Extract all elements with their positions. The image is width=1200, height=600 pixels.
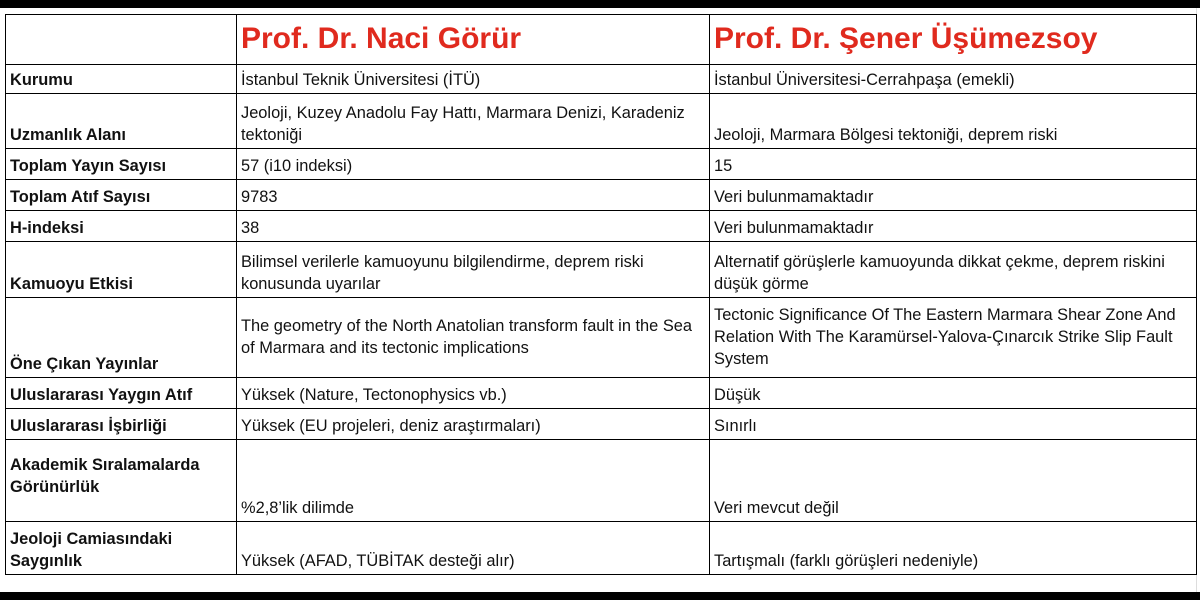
- cell-naci-gorur[interactable]: 9783: [237, 180, 710, 211]
- row-label[interactable]: H-indeksi: [6, 211, 237, 242]
- table-row: [6, 149, 1197, 180]
- header-row: [6, 15, 1197, 65]
- cell-sener-usumezsoy[interactable]: Tectonic Significance Of The Eastern Marmara Shear Zone And Relation With The Karamürsel-Yalova-Çınarcık Strike Slip Fault System: [710, 298, 1197, 378]
- cell-naci-gorur[interactable]: Jeoloji, Kuzey Anadolu Fay Hattı, Marmara Denizi, Karadeniz tektoniği: [237, 94, 710, 149]
- table-row: [6, 180, 1197, 211]
- cell-naci-gorur[interactable]: Yüksek (EU projeleri, deniz araştırmaları): [237, 409, 710, 440]
- row-label[interactable]: Kurumu: [6, 65, 237, 94]
- cell-naci-gorur[interactable]: 57 (i10 indeksi): [237, 149, 710, 180]
- header-sener-usumezsoy[interactable]: Prof. Dr. Şener Üşümezsoy: [710, 15, 1197, 65]
- row-label[interactable]: Öne Çıkan Yayınlar: [6, 298, 237, 378]
- row-label[interactable]: Toplam Yayın Sayısı: [6, 149, 237, 180]
- comparison-table: [5, 14, 1197, 575]
- cell-sener-usumezsoy[interactable]: Veri bulunmamaktadır: [710, 180, 1197, 211]
- cell-naci-gorur[interactable]: Yüksek (AFAD, TÜBİTAK desteği alır): [237, 522, 710, 575]
- row-label[interactable]: Akademik Sıralamalarda Görünürlük: [6, 440, 237, 522]
- corner-cell[interactable]: [6, 15, 237, 65]
- table-row: [6, 211, 1197, 242]
- cell-sener-usumezsoy[interactable]: Alternatif görüşlerle kamuoyunda dikkat çekme, deprem riskini düşük görme: [710, 242, 1197, 298]
- cell-naci-gorur[interactable]: İstanbul Teknik Üniversitesi (İTÜ): [237, 65, 710, 94]
- row-label[interactable]: Kamuoyu Etkisi: [6, 242, 237, 298]
- table-row: [6, 522, 1197, 575]
- cell-sener-usumezsoy[interactable]: Jeoloji, Marmara Bölgesi tektoniği, deprem riski: [710, 94, 1197, 149]
- cell-sener-usumezsoy[interactable]: Tartışmalı (farklı görüşleri nedeniyle): [710, 522, 1197, 575]
- table-row: [6, 242, 1197, 298]
- cell-naci-gorur[interactable]: 38: [237, 211, 710, 242]
- cell-sener-usumezsoy[interactable]: 15: [710, 149, 1197, 180]
- row-label[interactable]: Uluslararası Yaygın Atıf: [6, 378, 237, 409]
- spreadsheet-sheet: [0, 8, 1200, 592]
- row-label[interactable]: Uzmanlık Alanı: [6, 94, 237, 149]
- table-row: [6, 409, 1197, 440]
- table-row: [6, 65, 1197, 94]
- row-label[interactable]: Jeoloji Camiasındaki Saygınlık: [6, 522, 237, 575]
- cell-sener-usumezsoy[interactable]: Düşük: [710, 378, 1197, 409]
- cell-sener-usumezsoy[interactable]: Veri bulunmamaktadır: [710, 211, 1197, 242]
- cell-naci-gorur[interactable]: Yüksek (Nature, Tectonophysics vb.): [237, 378, 710, 409]
- row-label[interactable]: Uluslararası İşbirliği: [6, 409, 237, 440]
- cell-naci-gorur[interactable]: Bilimsel verilerle kamuoyunu bilgilendirme, deprem riski konusunda uyarılar: [237, 242, 710, 298]
- table-row: [6, 378, 1197, 409]
- cell-naci-gorur[interactable]: The geometry of the North Anatolian transform fault in the Sea of Marmara and its tectonic implications: [237, 298, 710, 378]
- cell-sener-usumezsoy[interactable]: İstanbul Üniversitesi-Cerrahpaşa (emekli): [710, 65, 1197, 94]
- cell-naci-gorur[interactable]: %2,8’lik dilimde: [237, 440, 710, 522]
- header-naci-gorur[interactable]: Prof. Dr. Naci Görür: [237, 15, 710, 65]
- row-label[interactable]: Toplam Atıf Sayısı: [6, 180, 237, 211]
- table-row: [6, 298, 1197, 378]
- cell-sener-usumezsoy[interactable]: Sınırlı: [710, 409, 1197, 440]
- table-row: [6, 440, 1197, 522]
- cell-sener-usumezsoy[interactable]: Veri mevcut değil: [710, 440, 1197, 522]
- table-row: [6, 94, 1197, 149]
